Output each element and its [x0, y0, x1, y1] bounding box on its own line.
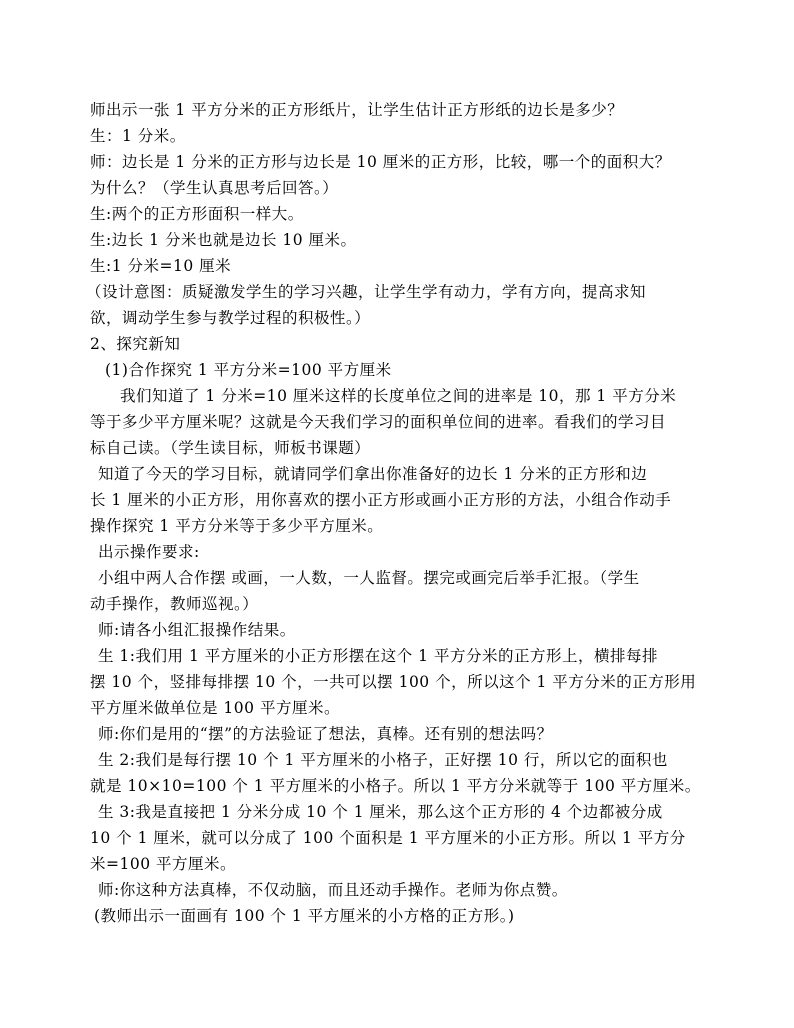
text-line: 师出示一张 1 平方分米的正方形纸片，让学生估计正方形纸的边长是多少？: [90, 101, 624, 119]
text-line: (教师出示一面画有 100 个 1 平方厘米的小方格的正方形。): [94, 907, 515, 925]
text-line: 生 3:我是直接把 1 分米分成 10 个 1 厘米，那么这个正方形的 4 个边都被分成: [98, 803, 663, 821]
text-line: 师:你这种方法真棒，不仅动脑，而且还动手操作。老师为你点赞。: [98, 881, 568, 899]
section-heading: 2、探究新知: [90, 335, 181, 353]
text-line: 操作探究 1 平方分米等于多少平方厘米。: [90, 517, 384, 535]
text-line: 我们知道了 1 分米=10 厘米这样的长度单位之间的进率是 10，那 1 平方分米: [120, 387, 677, 405]
text-line: 师:请各小组汇报操作结果。: [98, 621, 296, 639]
text-line: 生:1 分米=10 厘米: [90, 257, 232, 275]
text-line: （设计意图：质疑激发学生的学习兴趣，让学生学有动力，学有方向，提高求知: [86, 283, 647, 301]
text-line: 出示操作要求:: [98, 543, 200, 561]
text-line: 为什么？（学生认真思考后回答。）: [90, 179, 339, 197]
text-line: 标自己读。（学生读目标，师板书课题）: [90, 439, 371, 457]
text-line: 小组中两人合作摆 或画，一人数，一人监督。摆完或画完后举手汇报。（学生: [98, 569, 640, 587]
text-line: 生:两个的正方形面积一样大。: [90, 205, 304, 223]
text-line: 长 1 厘米的小正方形，用你喜欢的摆小正方形或画小正方形的方法，小组合作动手: [90, 491, 672, 509]
text-line: 平方厘米做单位是 100 平方厘米。: [90, 699, 340, 717]
text-line: 动手操作，教师巡视。）: [90, 595, 259, 613]
text-line: 摆 10 个，竖排每排摆 10 个，一共可以摆 100 个，所以这个 1 平方分米的正方形用: [90, 673, 697, 691]
text-line: 师：边长是 1 分米的正方形与边长是 10 厘米的正方形，比较，哪一个的面积大？: [90, 153, 671, 171]
subsection-heading: (1)合作探究 1 平方分米=100 平方厘米: [105, 361, 392, 379]
text-line: 师:你们是用的“摆”的方法验证了想法，真棒。还有别的想法吗？: [98, 725, 553, 743]
text-line: 就是 10×10=100 个 1 平方厘米的小格子。所以 1 平方分米就等于 100 平方厘米。: [90, 777, 701, 795]
text-line: 生：1 分米。: [90, 127, 186, 145]
text-line: 知道了今天的学习目标，就请同学们拿出你准备好的边长 1 分米的正方形和边: [98, 465, 648, 483]
text-line: 等于多少平方厘米呢？这就是今天我们学习的面积单位间的进率。看我们的学习目: [90, 413, 667, 431]
text-line: 欲，调动学生参与教学过程的积极性。）: [90, 309, 371, 327]
text-line: 10 个 1 厘米，就可以分成了 100 个面积是 1 平方厘米的小正方形。所以 1 平方分: [90, 829, 686, 847]
text-line: 生 1:我们用 1 平方厘米的小正方形摆在这个 1 平方分米的正方形上，横排每排: [98, 647, 658, 665]
text-line: 生:边长 1 分米也就是边长 10 厘米。: [90, 231, 357, 249]
text-line: 生 2:我们是每行摆 10 个 1 平方厘米的小格子，正好摆 10 行，所以它的面积也: [98, 751, 668, 769]
text-line: 米=100 平方厘米。: [90, 855, 236, 873]
